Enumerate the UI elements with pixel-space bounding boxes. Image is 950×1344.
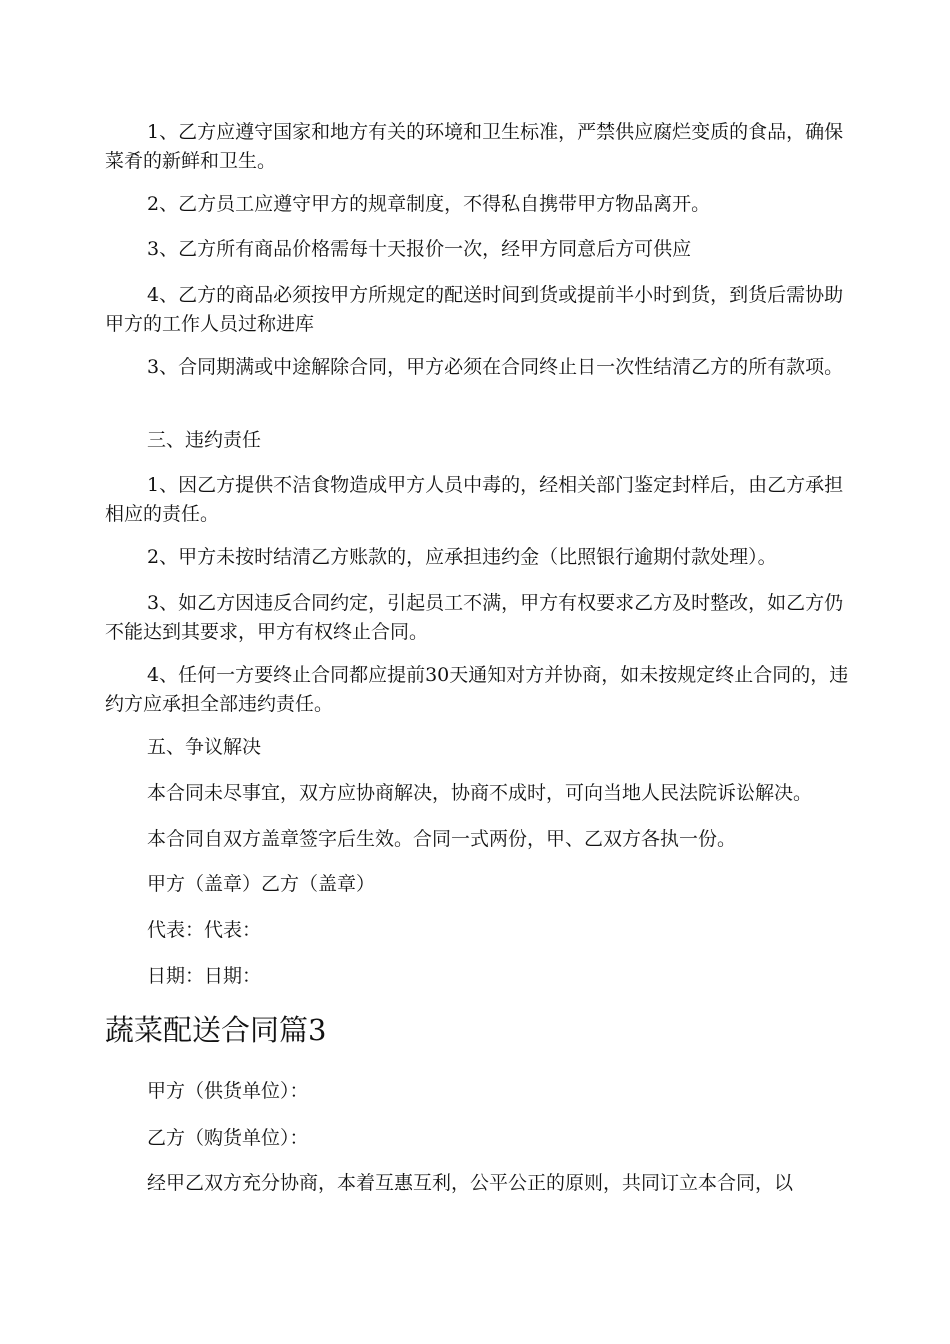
clause-3-pricing: 3、乙方所有商品价格需每十天报价一次，经甲方同意后方可供应 [147, 238, 692, 260]
clause-settlement: 3、合同期满或中途解除合同，甲方必须在合同终止日一次性结清乙方的所有款项。 [147, 356, 844, 378]
breach-clause-2: 2、甲方未按时结清乙方账款的，应承担违约金（比照银行逾期付款处理）。 [147, 546, 777, 568]
breach-clause-4: 4、任何一方要终止合同都应提前30天通知对方并协商，如未按规定终止合同的，违约方应承担全部违约责任。 [105, 664, 849, 715]
section-dispute-heading: 五、争议解决 [147, 736, 262, 758]
section-title: 蔬菜配送合同篇3 [105, 1013, 327, 1047]
preamble-paragraph: 经甲乙双方充分协商，本着互惠互利，公平公正的原则，共同订立本合同，以 [147, 1172, 794, 1194]
party-a-line: 甲方（供货单位）： [147, 1080, 309, 1102]
section-breach-heading: 三、违约责任 [147, 429, 262, 451]
dispute-clause: 本合同未尽事宜，双方应协商解决，协商不成时，可向当地人民法院诉讼解决。 [147, 782, 813, 804]
clause-1-hygiene: 1、乙方应遵守国家和地方有关的环境和卫生标准，严禁供应腐烂变质的食品，确保菜肴的新鲜和卫生。 [105, 121, 844, 172]
seal-line: 甲方（盖章）乙方（盖章） [147, 873, 376, 895]
representative-line: 代表：代表： [147, 919, 262, 941]
clause-4-delivery-time: 4、乙方的商品必须按甲方所规定的配送时间到货或提前半小时到货，到货后需协助甲方的工作人员过称进库 [105, 284, 844, 335]
clause-2-staff-rules: 2、乙方员工应遵守甲方的规章制度，不得私自携带甲方物品离开。 [147, 193, 711, 215]
breach-clause-3: 3、如乙方因违反合同约定，引起员工不满，甲方有权要求乙方及时整改，如乙方仍不能达到其要求，甲方有权终止合同。 [105, 592, 844, 643]
date-line: 日期：日期： [147, 965, 262, 987]
party-b-line: 乙方（购货单位）： [147, 1127, 309, 1149]
effectiveness-clause: 本合同自双方盖章签字后生效。合同一式两份，甲、乙双方各执一份。 [147, 828, 737, 850]
breach-clause-1: 1、因乙方提供不洁食物造成甲方人员中毒的，经相关部门鉴定封样后，由乙方承担相应的责任。 [105, 474, 844, 525]
